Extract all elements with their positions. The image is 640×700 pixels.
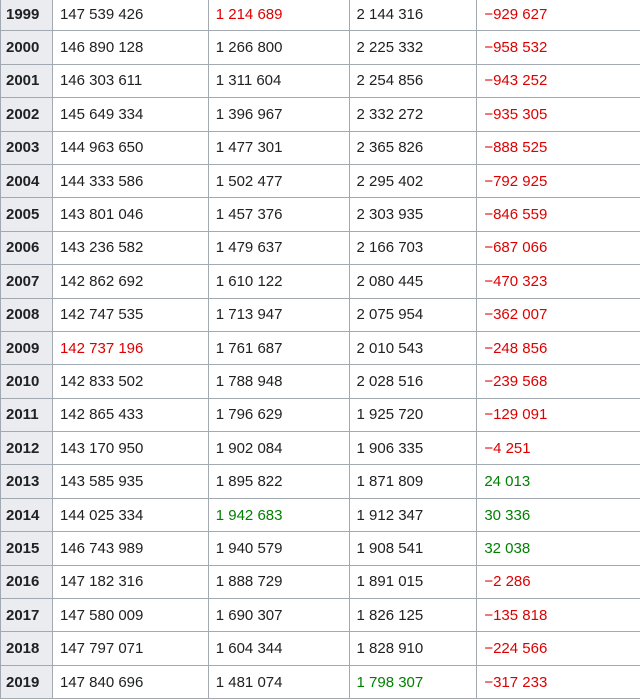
natural-change-cell: −929 627 <box>477 0 640 31</box>
population-cell: 142 737 196 <box>52 331 208 364</box>
table-row <box>1 632 640 665</box>
table-row <box>1 98 640 131</box>
deaths-cell: 1 828 910 <box>349 632 477 665</box>
natural-change-cell: 30 336 <box>477 498 640 531</box>
natural-change-cell: −888 525 <box>477 131 640 164</box>
population-cell: 143 585 935 <box>52 465 208 498</box>
table-row <box>1 532 640 565</box>
year-cell: 2003 <box>1 131 53 164</box>
population-cell: 147 580 009 <box>52 599 208 632</box>
year-cell: 2016 <box>1 565 53 598</box>
year-cell: 2012 <box>1 432 53 465</box>
table-row <box>1 465 640 498</box>
year-cell: 2015 <box>1 532 53 565</box>
natural-change-cell: −248 856 <box>477 331 640 364</box>
table-row <box>1 198 640 231</box>
natural-change-cell: −317 233 <box>477 665 640 698</box>
deaths-cell: 1 798 307 <box>349 665 477 698</box>
deaths-cell: 2 225 332 <box>349 31 477 64</box>
deaths-cell: 2 028 516 <box>349 365 477 398</box>
births-cell: 1 942 683 <box>208 498 349 531</box>
year-cell: 2000 <box>1 31 53 64</box>
year-cell: 2005 <box>1 198 53 231</box>
population-cell: 147 182 316 <box>52 565 208 598</box>
year-cell: 2013 <box>1 465 53 498</box>
deaths-cell: 1 826 125 <box>349 599 477 632</box>
year-cell: 2007 <box>1 265 53 298</box>
table-row <box>1 265 640 298</box>
table-row <box>1 331 640 364</box>
births-cell: 1 902 084 <box>208 432 349 465</box>
deaths-cell: 1 891 015 <box>349 565 477 598</box>
table-row <box>1 565 640 598</box>
year-cell: 2006 <box>1 231 53 264</box>
deaths-cell: 2 365 826 <box>349 131 477 164</box>
births-cell: 1 481 074 <box>208 665 349 698</box>
births-cell: 1 713 947 <box>208 298 349 331</box>
table-row <box>1 665 640 698</box>
natural-change-cell: −846 559 <box>477 198 640 231</box>
births-cell: 1 477 301 <box>208 131 349 164</box>
deaths-cell: 2 075 954 <box>349 298 477 331</box>
births-cell: 1 761 687 <box>208 331 349 364</box>
births-cell: 1 396 967 <box>208 98 349 131</box>
deaths-cell: 2 303 935 <box>349 198 477 231</box>
year-cell: 1999 <box>1 0 53 31</box>
natural-change-cell: −943 252 <box>477 64 640 97</box>
births-cell: 1 479 637 <box>208 231 349 264</box>
population-cell: 144 025 334 <box>52 498 208 531</box>
deaths-cell: 2 254 856 <box>349 64 477 97</box>
births-cell: 1 796 629 <box>208 398 349 431</box>
population-cell: 142 865 433 <box>52 398 208 431</box>
births-cell: 1 502 477 <box>208 164 349 197</box>
year-cell: 2017 <box>1 599 53 632</box>
population-cell: 146 303 611 <box>52 64 208 97</box>
population-cell: 146 890 128 <box>52 31 208 64</box>
natural-change-cell: −362 007 <box>477 298 640 331</box>
natural-change-cell: −792 925 <box>477 164 640 197</box>
table-row <box>1 498 640 531</box>
population-cell: 147 797 071 <box>52 632 208 665</box>
table-row <box>1 64 640 97</box>
deaths-cell: 2 166 703 <box>349 231 477 264</box>
table-row <box>1 599 640 632</box>
table-row <box>1 231 640 264</box>
population-cell: 143 170 950 <box>52 432 208 465</box>
deaths-cell: 1 925 720 <box>349 398 477 431</box>
population-cell: 143 236 582 <box>52 231 208 264</box>
population-cell: 142 833 502 <box>52 365 208 398</box>
population-cell: 143 801 046 <box>52 198 208 231</box>
deaths-cell: 1 908 541 <box>349 532 477 565</box>
population-cell: 146 743 989 <box>52 532 208 565</box>
births-cell: 1 604 344 <box>208 632 349 665</box>
births-cell: 1 690 307 <box>208 599 349 632</box>
natural-change-cell: 24 013 <box>477 465 640 498</box>
deaths-cell: 2 010 543 <box>349 331 477 364</box>
births-cell: 1 788 948 <box>208 365 349 398</box>
year-cell: 2014 <box>1 498 53 531</box>
births-cell: 1 311 604 <box>208 64 349 97</box>
population-cell: 142 747 535 <box>52 298 208 331</box>
population-cell: 142 862 692 <box>52 265 208 298</box>
deaths-cell: 1 871 809 <box>349 465 477 498</box>
year-cell: 2004 <box>1 164 53 197</box>
births-cell: 1 214 689 <box>208 0 349 31</box>
births-cell: 1 266 800 <box>208 31 349 64</box>
deaths-cell: 1 906 335 <box>349 432 477 465</box>
population-cell: 144 333 586 <box>52 164 208 197</box>
year-cell: 2019 <box>1 665 53 698</box>
population-cell: 145 649 334 <box>52 98 208 131</box>
table-row <box>1 398 640 431</box>
deaths-cell: 1 912 347 <box>349 498 477 531</box>
deaths-cell: 2 295 402 <box>349 164 477 197</box>
deaths-cell: 2 144 316 <box>349 0 477 31</box>
year-cell: 2010 <box>1 365 53 398</box>
year-cell: 2018 <box>1 632 53 665</box>
natural-change-cell: −2 286 <box>477 565 640 598</box>
year-cell: 2009 <box>1 331 53 364</box>
births-cell: 1 457 376 <box>208 198 349 231</box>
natural-change-cell: −224 566 <box>477 632 640 665</box>
natural-change-cell: −239 568 <box>477 365 640 398</box>
table-row <box>1 432 640 465</box>
births-cell: 1 940 579 <box>208 532 349 565</box>
table-body <box>1 0 640 699</box>
births-cell: 1 888 729 <box>208 565 349 598</box>
births-cell: 1 895 822 <box>208 465 349 498</box>
population-cell: 144 963 650 <box>52 131 208 164</box>
population-cell: 147 539 426 <box>52 0 208 31</box>
natural-change-cell: −470 323 <box>477 265 640 298</box>
natural-change-cell: 32 038 <box>477 532 640 565</box>
natural-change-cell: −958 532 <box>477 31 640 64</box>
table-row <box>1 298 640 331</box>
year-cell: 2002 <box>1 98 53 131</box>
births-cell: 1 610 122 <box>208 265 349 298</box>
natural-change-cell: −129 091 <box>477 398 640 431</box>
natural-change-cell: −4 251 <box>477 432 640 465</box>
deaths-cell: 2 080 445 <box>349 265 477 298</box>
natural-change-cell: −687 066 <box>477 231 640 264</box>
natural-change-cell: −135 818 <box>477 599 640 632</box>
year-cell: 2001 <box>1 64 53 97</box>
year-cell: 2008 <box>1 298 53 331</box>
natural-change-cell: −935 305 <box>477 98 640 131</box>
year-cell: 2011 <box>1 398 53 431</box>
deaths-cell: 2 332 272 <box>349 98 477 131</box>
table-row <box>1 0 640 31</box>
table-row <box>1 131 640 164</box>
table-row <box>1 164 640 197</box>
population-cell: 147 840 696 <box>52 665 208 698</box>
table-row <box>1 31 640 64</box>
table-row <box>1 365 640 398</box>
